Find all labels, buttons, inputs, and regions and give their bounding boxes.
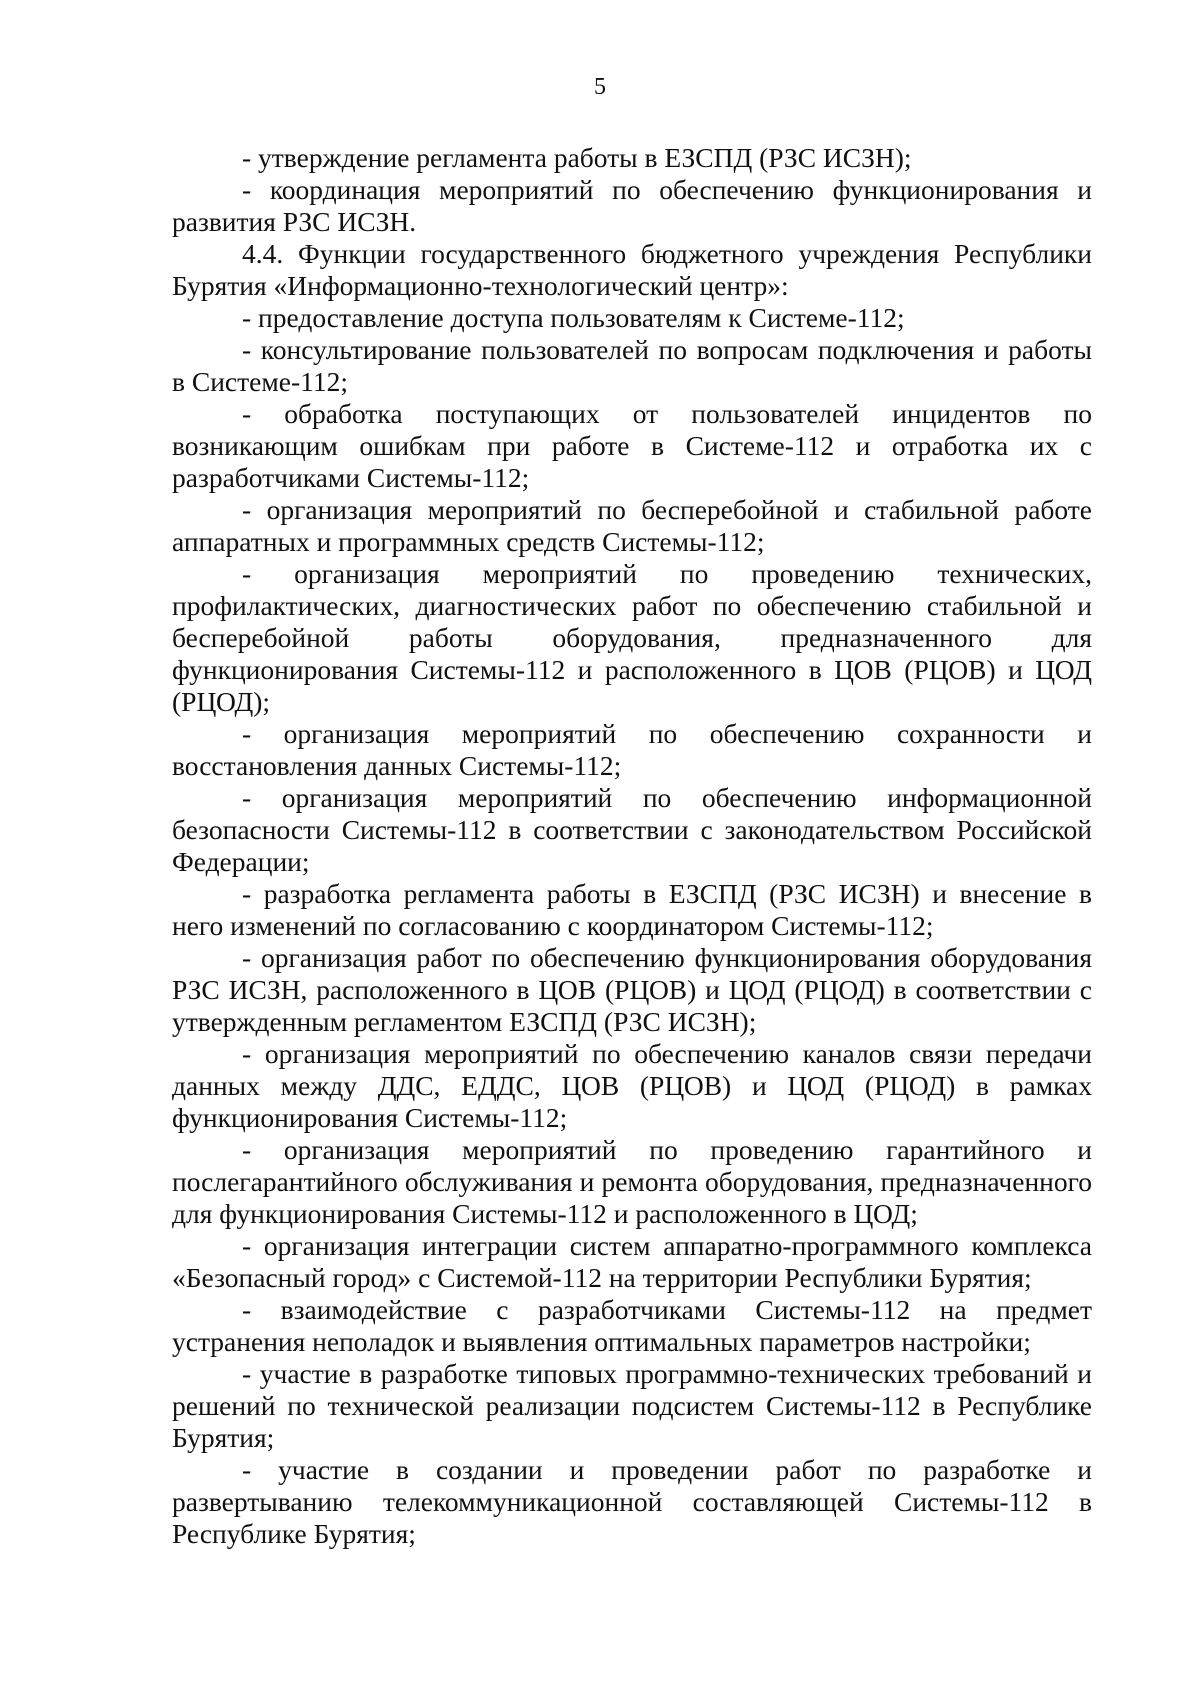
- paragraph: - организация мероприятий по проведению гарантийного и послегарантийного обслуживания и ремонта оборудования, предназначенного для функционирования Системы-112 и расположенного в ЦОД;: [172, 1134, 1092, 1229]
- paragraph: - предоставление доступа пользователям к Системе-112;: [242, 302, 905, 333]
- paragraph: - организация мероприятий по бесперебойной и стабильной работе аппаратных и программных средств Системы-112;: [172, 494, 1092, 557]
- paragraph: - обработка поступающих от пользователей инцидентов по возникающим ошибкам при работе в Системе-112 и отработка их с разработчиками Системы-112;: [172, 398, 1092, 493]
- paragraph: - организация мероприятий по обеспечению каналов связи передачи данных между ДДС, ЕДДС, ЦОВ (РЦОВ) и ЦОД (РЦОД) в рамках функционирования Системы-112;: [172, 1038, 1092, 1133]
- section-heading-paragraph: 4.4. Функции государственного бюджетного учреждения Республики Бурятия «Информационно-технологический центр»:: [172, 238, 1092, 301]
- page-number: 5: [594, 74, 606, 100]
- paragraph: - организация работ по обеспечению функционирования оборудования РЗС ИСЗН, расположенного в ЦОВ (РЦОВ) и ЦОД (РЦОД) в соответствии с утвержденным регламентом ЕЗСПД (РЗС ИСЗН);: [172, 942, 1092, 1037]
- paragraph: - консультирование пользователей по вопросам подключения и работы в Системе-112;: [172, 334, 1092, 397]
- paragraph: - организация мероприятий по проведению технических, профилактических, диагностических работ по обеспечению стабильной и бесперебойной работы оборудования, предназначенного для функционирования Системы-112 и расположенного в ЦОВ (РЦОВ) и ЦОД (РЦОД);: [172, 558, 1092, 717]
- paragraph: - координация мероприятий по обеспечению функционирования и развития РЗС ИСЗН.: [172, 174, 1092, 237]
- document-body: [172, 142, 1092, 1550]
- paragraph: - организация интеграции систем аппаратно-программного комплекса «Безопасный город» с Системой-112 на территории Республики Бурятия;: [172, 1230, 1092, 1293]
- paragraph: - участие в разработке типовых программно-технических требований и решений по технической реализации подсистем Системы-112 в Республике Бурятия;: [172, 1358, 1092, 1453]
- paragraph: - взаимодействие с разработчиками Системы-112 на предмет устранения неполадок и выявления оптимальных параметров настройки;: [172, 1294, 1092, 1357]
- paragraph: - разработка регламента работы в ЕЗСПД (РЗС ИСЗН) и внесение в него изменений по согласованию с координатором Системы-112;: [172, 878, 1092, 941]
- paragraph: - участие в создании и проведении работ по разработке и развертыванию телекоммуникационной составляющей Системы-112 в Республике Бурятия;: [172, 1454, 1092, 1549]
- paragraph: - утверждение регламента работы в ЕЗСПД (РЗС ИСЗН);: [242, 142, 912, 173]
- paragraph: - организация мероприятий по обеспечению информационной безопасности Системы-112 в соответствии с законодательством Российской Федерации;: [172, 782, 1092, 877]
- paragraph: - организация мероприятий по обеспечению сохранности и восстановления данных Системы-112;: [172, 718, 1092, 781]
